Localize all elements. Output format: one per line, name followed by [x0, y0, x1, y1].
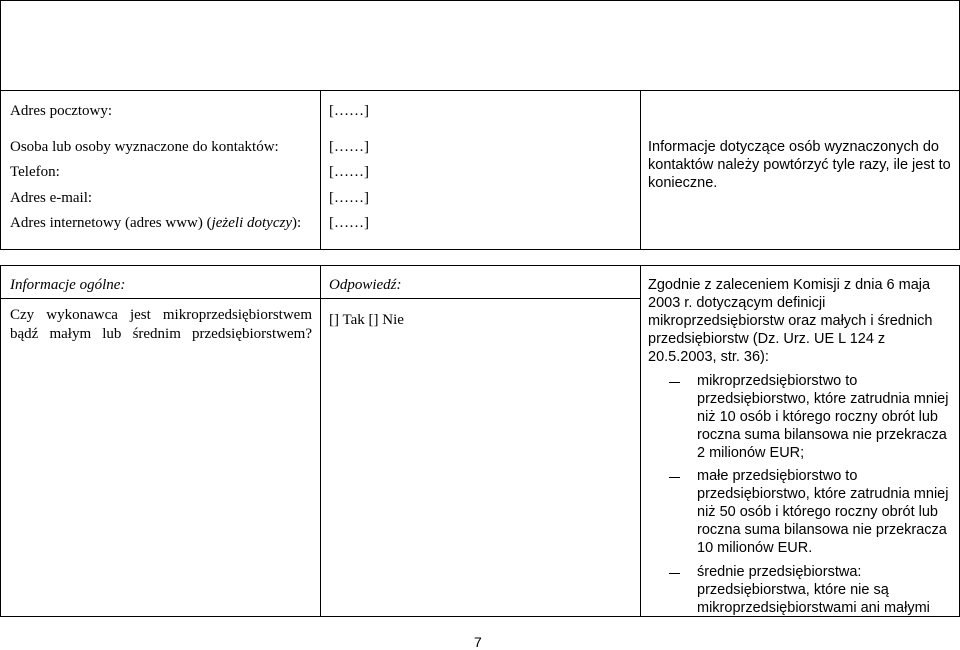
website-value: [……]	[329, 215, 369, 231]
website-label-prefix: Adres internetowy (adres www) (	[10, 215, 212, 231]
answer-header: Odpowiedź:	[329, 277, 402, 293]
sme-answer: [] Tak [] Nie	[329, 312, 404, 328]
contact-table-divider-2	[640, 90, 641, 250]
definition-dash	[669, 573, 680, 574]
phone-value: [……]	[329, 164, 369, 180]
general-header-rule	[0, 298, 640, 299]
sme-question: Czy wykonawca jest mikroprzedsiębiorstwem bądź małym lub średnim przedsiębiorstwem?	[10, 307, 312, 342]
page-number: 7	[474, 634, 482, 650]
definition-dash	[669, 382, 680, 383]
general-table-divider-1	[320, 265, 321, 617]
contact-person-label: Osoba lub osoby wyznaczone do kontaktów:	[10, 139, 279, 155]
medium-enterprise-definition: średnie przedsiębiorstwa: przedsiębiorstwa, które nie są mikroprzedsiębiorstwami ani małymi	[697, 564, 930, 616]
contact-table-divider-1	[320, 90, 321, 250]
email-label: Adres e-mail:	[10, 190, 93, 206]
general-table-divider-2	[640, 265, 641, 617]
postal-address-value: [……]	[329, 103, 369, 119]
contact-note: Informacje dotyczące osób wyznaczonych do kontaktów należy powtórzyć tyle razy, ile jest to konieczne.	[648, 139, 951, 191]
top-empty-cell	[0, 0, 960, 91]
phone-label: Telefon:	[10, 164, 60, 180]
website-label	[10, 212, 301, 234]
contact-person-value: [……]	[329, 139, 369, 155]
small-enterprise-definition: małe przedsiębiorstwo to przedsiębiorstwo, które zatrudnia mniej niż 50 osób i którego roczny obrót lub roczna suma bilansowa nie przekracza 10 milionów EUR.	[697, 468, 949, 556]
website-label-suffix: ):	[292, 215, 302, 231]
sme-explanation: Zgodnie z zaleceniem Komisji z dnia 6 maja 2003 r. dotyczącym definicji mikroprzedsiębiorstw oraz małych i średnich przedsiębiorstw (Dz. Urz. UE L 124 z 20.5.2003, str. 36):	[648, 277, 933, 365]
micro-enterprise-definition: mikroprzedsiębiorstwo to przedsiębiorstwo, które zatrudnia mniej niż 10 osób i którego roczny obrót lub roczna suma bilansowa nie przekracza 2 milionów EUR;	[697, 373, 949, 461]
postal-address-label: Adres pocztowy:	[10, 103, 113, 119]
definition-dash	[669, 477, 680, 478]
general-info-header: Informacje ogólne:	[10, 277, 126, 293]
email-value: [……]	[329, 190, 369, 206]
website-label-italic: jeżeli dotyczy	[211, 215, 292, 231]
